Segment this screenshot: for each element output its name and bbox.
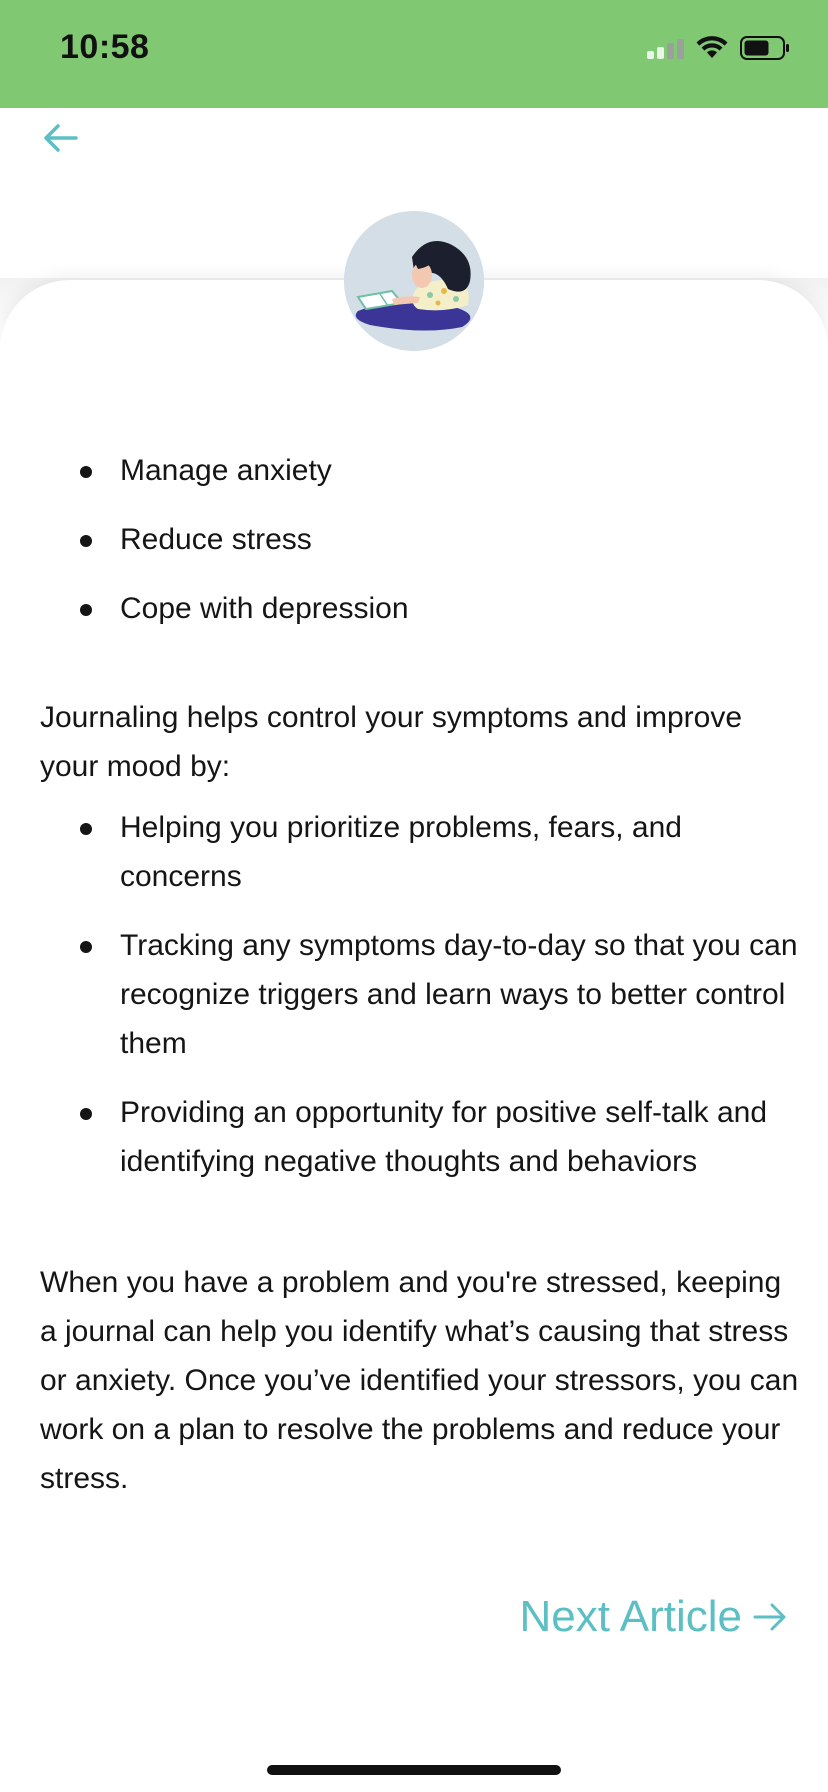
article-avatar <box>344 211 484 351</box>
article-paragraph: Journaling helps control your symptoms and improve your mood by: <box>40 701 742 783</box>
signal-icon <box>647 37 684 59</box>
arrow-left-icon <box>42 123 78 153</box>
woman-reading-illustration <box>344 211 484 351</box>
intro-bullet-list <box>40 446 800 633</box>
status-time: 10:58 <box>60 28 150 66</box>
list-item: Providing an opportunity for positive self-talk and identifying negative thoughts and behaviors <box>120 1088 800 1186</box>
status-bar <box>0 0 828 108</box>
article-content <box>40 446 800 1503</box>
home-indicator[interactable] <box>267 1765 561 1775</box>
article-paragraph: When you have a problem and you're stressed, keeping a journal can help you identify what’s causing that stress or anxiety. Once you’ve identified your stressors, you can work on a plan to resolve the problems and reduce your stress. <box>40 1266 799 1495</box>
wifi-icon <box>696 36 728 60</box>
arrow-right-icon <box>752 1601 788 1633</box>
next-article-label: Next Article <box>519 1592 742 1641</box>
status-icons <box>647 36 790 60</box>
list-item: Tracking any symptoms day-to-day so that you can recognize triggers and learn ways to better control them <box>120 921 800 1068</box>
detail-bullet-list <box>40 803 800 1186</box>
list-item: Cope with depression <box>120 584 800 633</box>
list-item: Reduce stress <box>120 515 800 564</box>
list-item: Helping you prioritize problems, fears, and concerns <box>120 803 800 901</box>
next-article-button[interactable] <box>519 1592 788 1642</box>
list-item: Manage anxiety <box>120 446 800 495</box>
back-button[interactable] <box>38 116 82 160</box>
battery-icon <box>740 36 790 60</box>
